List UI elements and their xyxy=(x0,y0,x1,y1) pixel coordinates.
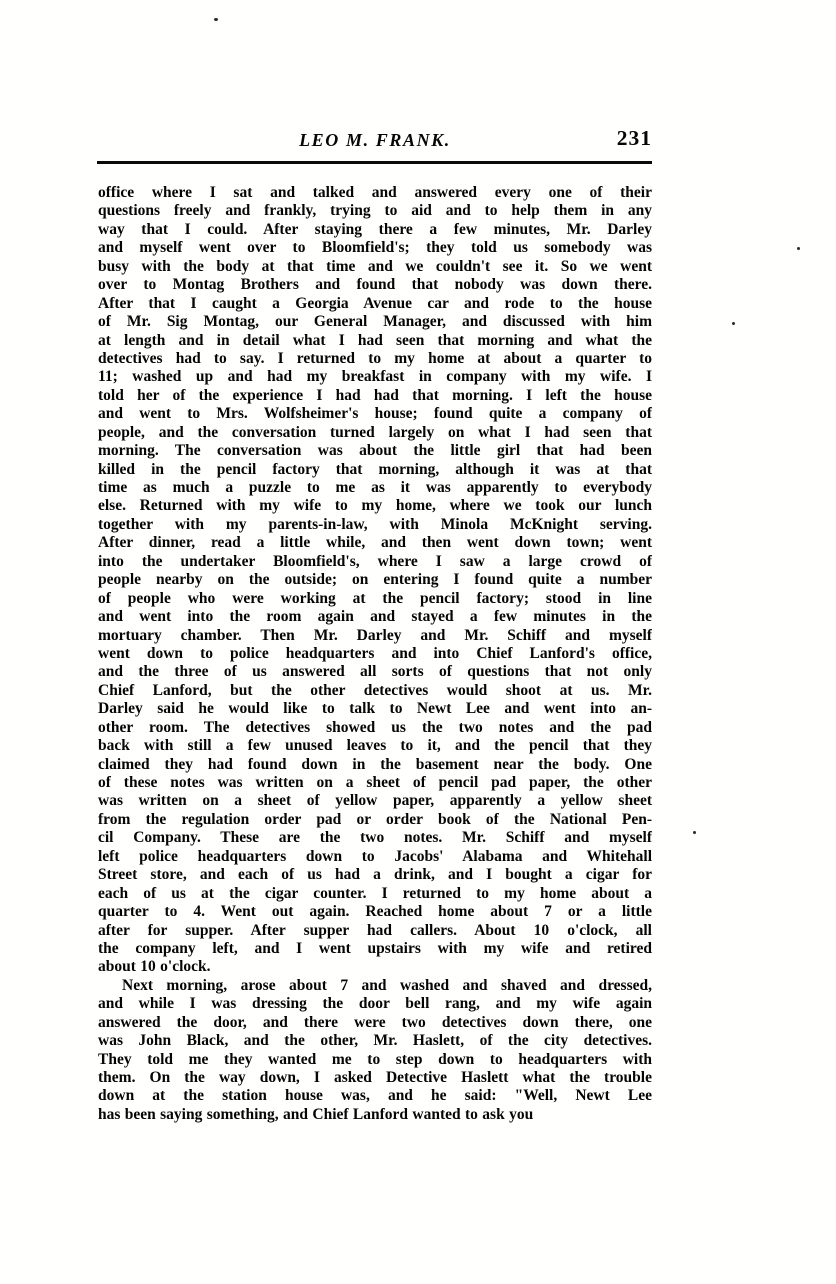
text-line: Darley said he would like to talk to Newt Lee and went into an- xyxy=(98,700,652,718)
page-number: 231 xyxy=(616,126,652,150)
text-line: down at the station house was, and he said: "Well, Newt Lee xyxy=(98,1087,652,1105)
running-head xyxy=(98,126,652,158)
text-line: at length and in detail what I had seen that morning and what the xyxy=(98,331,652,349)
ink-speck xyxy=(693,831,696,834)
page-body xyxy=(98,184,652,1124)
text-line: After that I caught a Georgia Avenue car and rode to the house xyxy=(98,294,652,312)
text-line: 11; washed up and had my breakfast in company with my wife. I xyxy=(98,368,652,386)
text-line: detectives had to say. I returned to my home at about a quarter to xyxy=(98,349,652,367)
text-line: people, and the conversation turned largely on what I had seen that xyxy=(98,423,652,441)
text-line: into the undertaker Bloomfield's, where I saw a large crowd of xyxy=(98,552,652,570)
text-line: each of us at the cigar counter. I returned to my home about a xyxy=(98,884,652,902)
text-line: about 10 o'clock. xyxy=(98,958,211,976)
text-line: other room. The detectives showed us the two notes and the pad xyxy=(98,718,652,736)
text-line: together with my parents-in-law, with Minola McKnight serving. xyxy=(98,515,652,533)
text-line: morning. The conversation was about the little girl that had been xyxy=(98,442,652,460)
text-line: quarter to 4. Went out again. Reached home about 7 or a little xyxy=(98,903,652,921)
text-line: claimed they had found down in the basement near the body. One xyxy=(98,755,652,773)
text-line: has been saying something, and Chief Lanford wanted to ask you xyxy=(98,1105,534,1123)
text-line: answered the door, and there were two detectives down there, one xyxy=(98,1013,652,1031)
text-line: of Mr. Sig Montag, our General Manager, and discussed with him xyxy=(98,313,652,331)
ink-speck xyxy=(214,18,218,21)
running-head-title: LEO M. FRANK. xyxy=(299,130,451,150)
text-line: back with still a few unused leaves to it, and the pencil that they xyxy=(98,737,652,755)
text-line: office where I sat and talked and answered every one of their xyxy=(98,184,652,201)
text-line: Next morning, arose about 7 and washed and shaved and dressed, xyxy=(122,976,652,994)
text-line: people nearby on the outside; on entering I found quite a number xyxy=(98,571,652,589)
text-line: of people who were working at the pencil factory; stood in line xyxy=(98,589,652,607)
text-line: left police headquarters down to Jacobs' Alabama and Whitehall xyxy=(98,847,652,865)
text-line: They told me they wanted me to step down to headquarters with xyxy=(98,1050,652,1068)
ink-speck xyxy=(797,247,800,250)
text-line: and went into the room again and stayed a few minutes in the xyxy=(98,608,652,626)
text-line: and while I was dressing the door bell rang, and my wife again xyxy=(98,995,652,1013)
text-line: killed in the pencil factory that morning, although it was at that xyxy=(98,460,652,478)
text-line: of these notes was written on a sheet of pencil pad paper, the other xyxy=(98,774,652,791)
text-line: time as much a puzzle to me as it was apparently to everybody xyxy=(98,479,652,496)
text-line: busy with the body at that time and we couldn't see it. So we went xyxy=(98,257,652,275)
text-line: went down to police headquarters and into Chief Lanford's office, xyxy=(98,644,652,662)
text-line: Chief Lanford, but the other detectives would shoot at us. Mr. xyxy=(98,681,652,699)
text-line: Street store, and each of us had a drink, and I bought a cigar for xyxy=(98,866,652,884)
text-line: and went to Mrs. Wolfsheimer's house; found quite a company of xyxy=(98,405,652,423)
text-line: cil Company. These are the two notes. Mr. Schiff and myself xyxy=(98,829,652,847)
text-line: from the regulation order pad or order book of the National Pen- xyxy=(98,810,652,828)
text-line: told her of the experience I had had that morning. I left the house xyxy=(98,386,652,404)
text-line: the company left, and I went upstairs with my wife and retired xyxy=(98,939,652,957)
text-line: was John Black, and the other, Mr. Haslett, of the city detectives. xyxy=(98,1032,652,1050)
text-line: mortuary chamber. Then Mr. Darley and Mr. Schiff and myself xyxy=(98,626,652,644)
text-line: over to Montag Brothers and found that nobody was down there. xyxy=(98,276,652,294)
text-line: after for supper. After supper had callers. About 10 o'clock, all xyxy=(98,921,652,939)
text-line: was written on a sheet of yellow paper, apparently a yellow sheet xyxy=(98,792,652,810)
ink-speck xyxy=(732,322,735,325)
text-line: way that I could. After staying there a few minutes, Mr. Darley xyxy=(98,220,652,238)
text-line: questions freely and frankly, trying to aid and to help them in any xyxy=(98,202,652,220)
text-line: and the three of us answered all sorts of questions that not only xyxy=(98,663,652,681)
text-line: else. Returned with my wife to my home, where we took our lunch xyxy=(98,497,652,515)
text-line: After dinner, read a little while, and then went down town; went xyxy=(98,534,652,552)
header-rule xyxy=(97,161,652,164)
text-line: and myself went over to Bloomfield's; they told us somebody was xyxy=(98,239,652,257)
text-line: them. On the way down, I asked Detective Haslett what the trouble xyxy=(98,1069,652,1086)
